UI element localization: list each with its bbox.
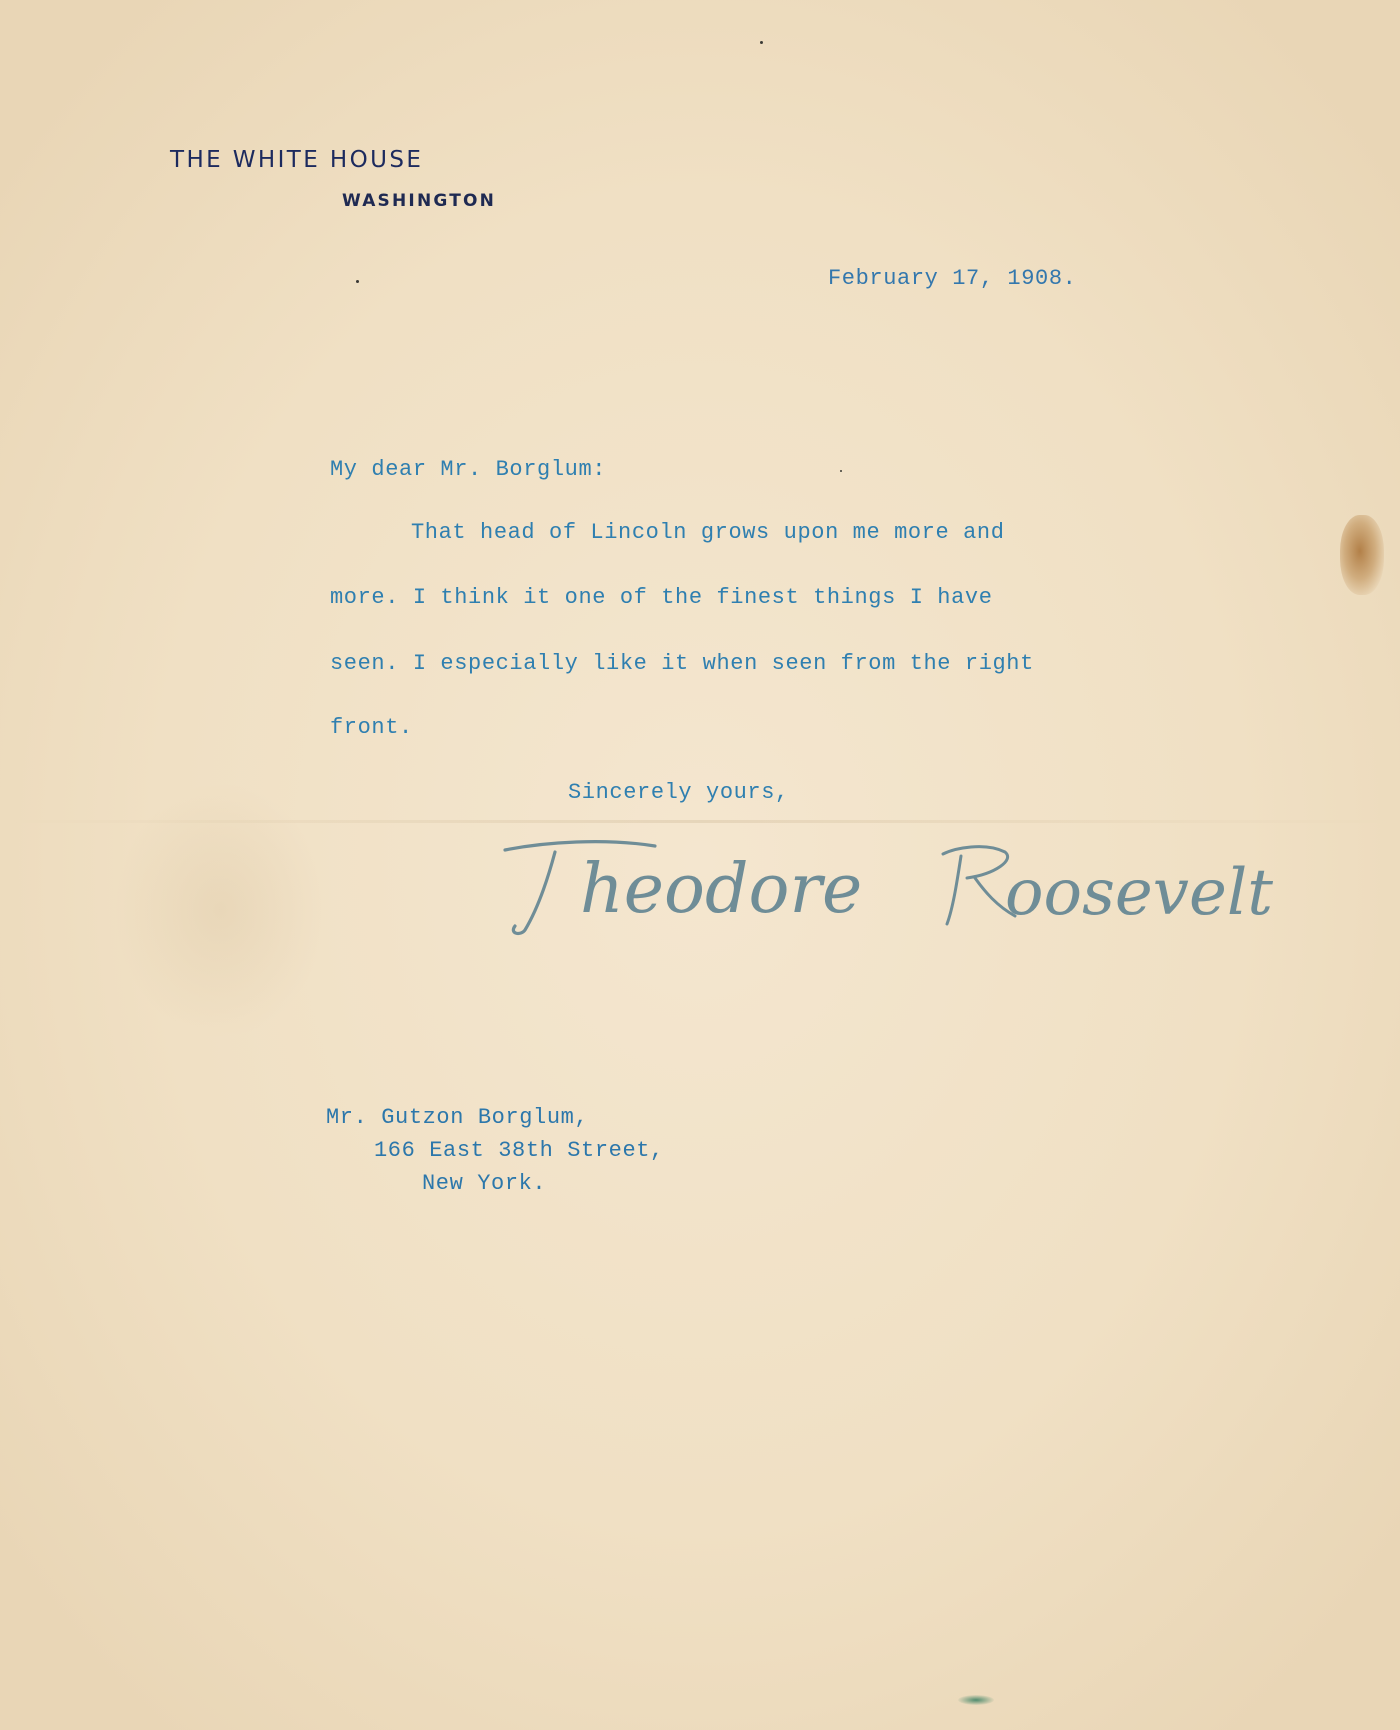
handwritten-signature: [485, 812, 1400, 942]
recipient-line: 166 East 38th Street,: [374, 1138, 664, 1163]
recipient-line: New York.: [422, 1171, 547, 1196]
body-line: front.: [330, 715, 413, 740]
recipient-line: Mr. Gutzon Borglum,: [326, 1105, 589, 1130]
paper-speck: [760, 41, 763, 44]
rust-stain: [1340, 515, 1384, 595]
ink-mark: [958, 1695, 994, 1705]
paper-speck: [356, 280, 359, 283]
body-line: more. I think it one of the finest things I have: [330, 585, 993, 610]
letterhead-title: THE WHITE HOUSE: [170, 147, 424, 173]
paper-speck: [840, 470, 842, 472]
closing: Sincerely yours,: [568, 780, 789, 805]
salutation: My dear Mr. Borglum:: [330, 457, 607, 482]
body-line: That head of Lincoln grows upon me more and: [411, 520, 1005, 545]
letter-date: February 17, 1908.: [828, 266, 1077, 291]
letterhead-city: WASHINGTON: [342, 191, 497, 211]
signature-last: oosevelt: [1005, 856, 1273, 930]
signature-first: heodore: [580, 850, 863, 929]
body-line: seen. I especially like it when seen from the right: [330, 651, 1034, 676]
